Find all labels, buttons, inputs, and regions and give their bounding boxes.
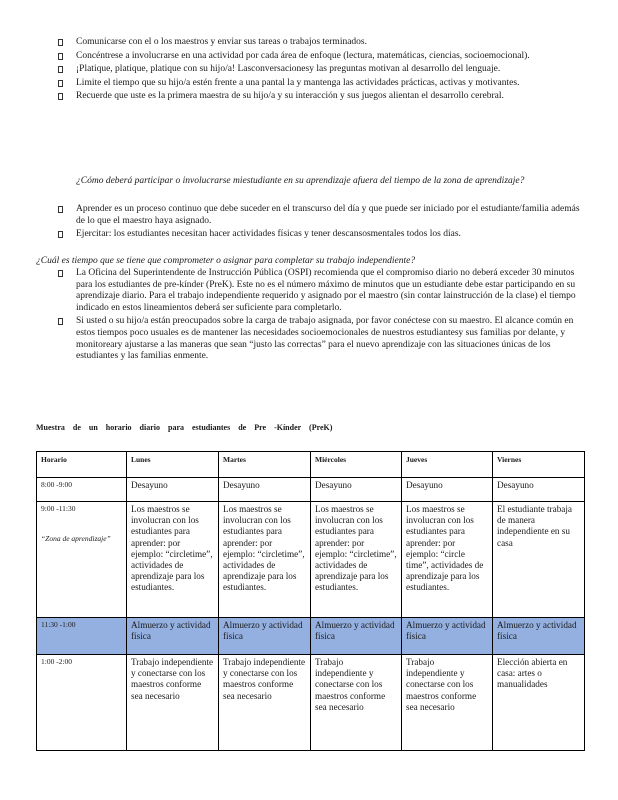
schedule-table bbox=[36, 451, 585, 751]
bullet-item bbox=[76, 37, 581, 49]
time-label: 8:00 -9:00 bbox=[41, 480, 73, 489]
question-heading-time: ¿Cuál es tiempo que se tiene que comprometer o asignar para completar su trabajo independiente? bbox=[36, 256, 416, 266]
table-cell: Desayuno bbox=[127, 478, 219, 502]
column-header: Jueves bbox=[402, 452, 493, 478]
bullet-box-icon bbox=[58, 93, 63, 100]
table-cell: Desayuno bbox=[311, 478, 402, 502]
zone-label: “Zona de aprendizaje” bbox=[41, 534, 111, 543]
table-cell: Almuerzo y actividad física bbox=[402, 618, 493, 655]
column-header: Viernes bbox=[493, 452, 585, 478]
bullet-text: Recuerde que uste es la primera maestra de su hijo/a y su interacción y sus juegos alientan el desarrollo cerebral. bbox=[76, 91, 504, 102]
column-header: Miércoles bbox=[311, 452, 402, 478]
table-row bbox=[37, 502, 585, 618]
bullet-text: Aprender es un proceso continuo que debe suceder en el transcurso del día y que puede ser iniciado por el estudiante/familia además de lo que el maestro haya asignado. bbox=[76, 204, 580, 226]
time-label: 11:30 -1:00 bbox=[41, 620, 76, 629]
table-cell: Trabajo independiente y conectarse con los maestros conforme sea necesario bbox=[127, 655, 219, 751]
bullet-item bbox=[76, 91, 581, 103]
bullet-item bbox=[76, 316, 581, 362]
table-row bbox=[37, 655, 585, 751]
bullet-text: ¡Platique, platique, platique con su hijo/a! Lasconversacionesy las preguntas motivan al desarrollo del lenguaje. bbox=[76, 64, 501, 75]
question-heading-participation: ¿Cómo deberá participar o involucrarse miestudiante en su aprendizaje afuera del tiempo de la zona de aprendizaje? bbox=[76, 176, 525, 186]
table-cell: Los maestros se involucran con los estudiantes para aprender: por ejemplo: “circletime”, actividades de aprendizaje para los estudiantes. bbox=[127, 502, 219, 618]
column-header: Horario bbox=[37, 452, 127, 478]
bullet-text: La Oficina del Superintendente de Instrucción Pública (OSPI) recomienda que el compromiso diario no deberá exceder 30 minutos para los estudiantes de pre-kínder (PreK). Este no es el número máximo de minutos que un estudiante debe estar participando en su aprendizaje diario. Para el trabajo independiente requerido y asignado por el maestro (sin contar lainstrucción de la clase) el tiempo indicado en estos lineamientos deberá ser suficiente para completarlo. bbox=[76, 268, 576, 313]
table-cell: Desayuno bbox=[493, 478, 585, 502]
time-cell bbox=[37, 655, 127, 751]
bullet-text: Ejercitar: los estudiantes necesitan hacer actividades físicas y tener descansosmentales todos los días. bbox=[76, 229, 461, 240]
table-cell: Almuerzo y actividad física bbox=[493, 618, 585, 655]
table-cell: Almuerzo y actividad física bbox=[311, 618, 402, 655]
bullet-box-icon bbox=[58, 231, 63, 238]
table-row bbox=[37, 618, 585, 655]
bullet-text: Concéntrese a involucrarse en una actividad por cada área de enfoque (lectura, matemáticas, ciencias, socioemocional). bbox=[76, 50, 530, 61]
time-cell bbox=[37, 502, 127, 618]
time-label: 1:00 -2:00 bbox=[41, 657, 73, 666]
time-bullet-list bbox=[76, 268, 581, 365]
participation-bullet-list bbox=[76, 204, 581, 243]
bullet-item bbox=[76, 78, 581, 90]
table-header-row bbox=[37, 452, 585, 478]
bullet-box-icon bbox=[58, 206, 63, 213]
column-header: Lunes bbox=[127, 452, 219, 478]
table-cell: Almuerzo y actividad física bbox=[219, 618, 311, 655]
bullet-box-icon bbox=[58, 270, 63, 277]
bullet-item bbox=[76, 204, 581, 227]
bullet-item bbox=[76, 268, 581, 314]
table-cell: Trabajo independiente y conectarse con los maestros conforme sea necesario bbox=[311, 655, 402, 751]
bullet-box-icon bbox=[58, 318, 63, 325]
table-cell: Los maestros se involucran con los estudiantes para aprender: por ejemplo: “circletime”, actividades de aprendizaje para los estudiantes. bbox=[311, 502, 402, 618]
bullet-text: Si usted o su hijo/a están preocupados sobre la carga de trabajo asignada, por favor conéctese con su maestro. El alcance común en estos tiempos poco usuales es de mantener las necesidades socioemocionales de nuestros estudiantesy sus familias por delante, y monitoreary ajustarse a las maneras que sean “justo las correctas” para el nuevo aprendizaje con las situaciones únicas de los estudiantes y las familias enmente. bbox=[76, 316, 574, 362]
table-cell: Trabajo independiente y conectarse con los maestros conforme sea necesario bbox=[402, 655, 493, 751]
bullet-box-icon bbox=[58, 39, 63, 46]
bullet-box-icon bbox=[58, 66, 63, 73]
table-cell: Desayuno bbox=[219, 478, 311, 502]
schedule-caption: Muestra de un horario diario para estudiantes de Pre -Kínder (PreK) bbox=[36, 423, 333, 432]
table-cell: Los maestros se involucran con los estudiantes para aprender: por ejemplo: “circletime”, actividades de aprendizaje para los estudiantes. bbox=[219, 502, 311, 618]
column-header: Martes bbox=[219, 452, 311, 478]
time-cell bbox=[37, 618, 127, 655]
table-cell: El estudiante trabaja de manera independiente en su casa bbox=[493, 502, 585, 618]
table-cell: Almuerzo y actividad física bbox=[127, 618, 219, 655]
table-cell: Trabajo independiente y conectarse con los maestros conforme sea necesario bbox=[219, 655, 311, 751]
table-cell: Desayuno bbox=[402, 478, 493, 502]
table-cell: Elección abierta en casa: artes o manualidades bbox=[493, 655, 585, 751]
bullet-item bbox=[76, 64, 581, 76]
time-label: 9:00 -11:30 bbox=[41, 504, 76, 513]
table-cell: Los maestros se involucran con los estudiantes para aprender: por ejemplo: “circle time”, actividades de aprendizaje para los estudiantes. bbox=[402, 502, 493, 618]
intro-bullet-list bbox=[76, 37, 581, 105]
bullet-text: Comunicarse con el o los maestros y enviar sus tareas o trabajos terminados. bbox=[76, 37, 367, 47]
bullet-text: Limite el tiempo que su hijo/a estén frente a una pantal la y mantenga las actividades prácticas, activas y motivantes. bbox=[76, 77, 520, 88]
bullet-item bbox=[76, 229, 581, 241]
bullet-box-icon bbox=[58, 53, 63, 60]
time-cell bbox=[37, 478, 127, 502]
table-row bbox=[37, 478, 585, 502]
bullet-box-icon bbox=[58, 80, 63, 87]
bullet-item bbox=[76, 51, 581, 63]
